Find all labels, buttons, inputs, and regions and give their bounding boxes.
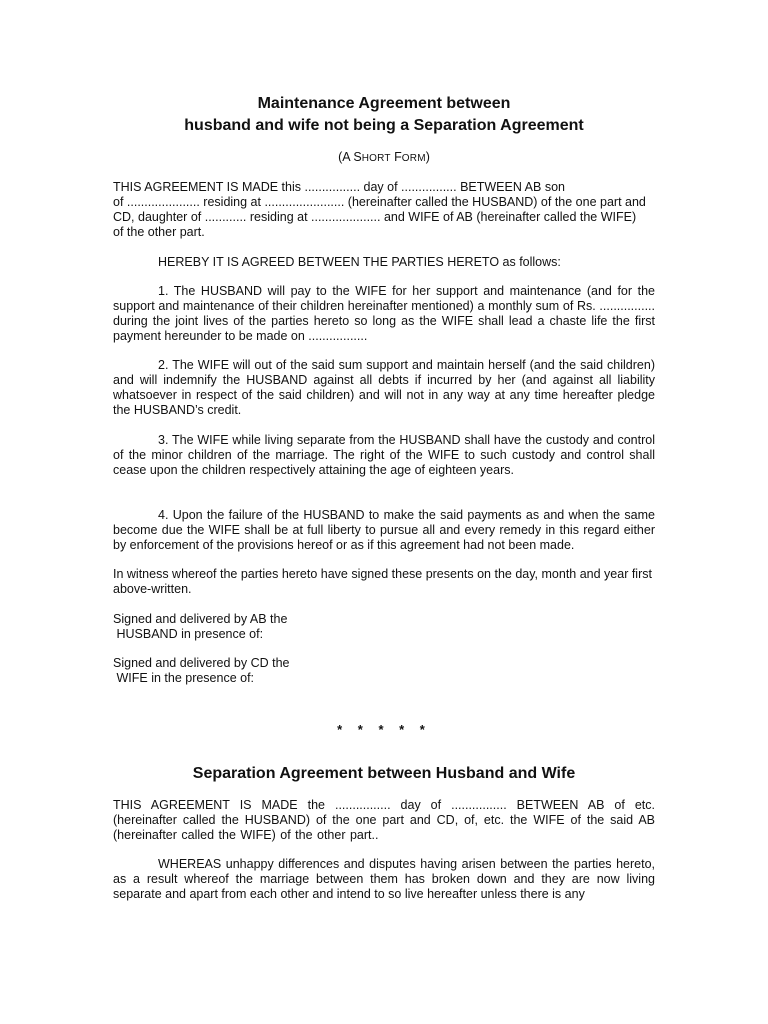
subtitle-hort: HORT <box>361 153 391 164</box>
subtitle-s: S <box>353 150 362 164</box>
intro-line-2: of ..................... residing at ....................... (hereinafter called the HUSBAND) of the one part and <box>113 195 646 209</box>
doc1-title-line2: husband and wife not being a Separation Agreement <box>184 117 584 134</box>
doc2-title: Separation Agreement between Husband and Wife <box>192 765 576 782</box>
intro-line-1: THIS AGREEMENT IS MADE this ................ day of ................ BETWEEN AB son <box>113 180 565 194</box>
subtitle-open: (A <box>338 150 354 164</box>
signed-cd-line-2: WIFE in the presence of: <box>113 671 255 685</box>
intro-line-3: CD, daughter of ............ residing at .................... and WIFE of AB (hereinafter called the WIFE) <box>113 210 637 224</box>
witness-text: In witness whereof the parties hereto have signed these presents on the day, month and year first above-written. <box>113 567 652 596</box>
subtitle-close: ) <box>425 150 430 164</box>
clause-3: 3. The WIFE while living separate from the HUSBAND shall have the custody and control of the minor children of the marriage. The right of the WIFE to such custody and control shall cease upon the children respectively attaining the age of eighteen years. <box>113 433 655 477</box>
subtitle-f: F <box>390 150 402 164</box>
doc1-title-line1: Maintenance Agreement between <box>257 95 511 112</box>
intro-line-4: of the other part. <box>113 225 205 239</box>
whereas-paragraph: WHEREAS unhappy differences and disputes having arisen between the parties hereto, as a result whereof the marriage between them has broken down and they are now living separate and apart from each other and intend to so live hereafter unless there is any <box>113 857 655 901</box>
doc1-subtitle <box>0 150 768 166</box>
section-separator: * * * * * <box>337 722 431 737</box>
signed-ab-line-2: HUSBAND in presence of: <box>113 627 264 641</box>
clause-1: 1. The HUSBAND will pay to the WIFE for her support and maintenance (and for the support and maintenance of their children hereinafter mentioned) a monthly sum of Rs. ................ during the joint lives of the parties hereto so long as the WIFE shall lead a chaste life the first payment hereunder to be made on ................. <box>113 284 655 343</box>
doc2-intro-paragraph: THIS AGREEMENT IS MADE the ................ day of ................ BETWEEN AB of etc. (hereinafter called the HUSBAND) of the one part and CD, of, etc. the WIFE of the said AB (hereinafter called the WIFE) of the other part.. <box>113 798 655 842</box>
signed-ab-line-1: Signed and delivered by AB the <box>113 612 288 626</box>
doc1-intro-paragraph <box>113 180 655 240</box>
signed-cd-line-1: Signed and delivered by CD the <box>113 656 290 670</box>
clause-4: 4. Upon the failure of the HUSBAND to make the said payments as and when the same become due the WIFE shall be at full liberty to pursue all and every remedy in this regard either by enforcement of the provisions hereof or as if this agreement had not been made. <box>113 508 655 552</box>
signature-block-wife <box>113 656 655 686</box>
signature-block-husband <box>113 612 655 642</box>
hereby-agreed-text: HEREBY IT IS AGREED BETWEEN THE PARTIES HERETO as follows: <box>158 255 561 269</box>
clause-2: 2. The WIFE will out of the said sum support and maintain herself (and the said children) and will indemnify the HUSBAND against all debts if incurred by her (and against all liability whatsoever in respect of the said children) and will not in any way at any time hereafter pledge the HUSBAND’s credit. <box>113 358 655 417</box>
subtitle-orm: ORM <box>401 153 426 164</box>
